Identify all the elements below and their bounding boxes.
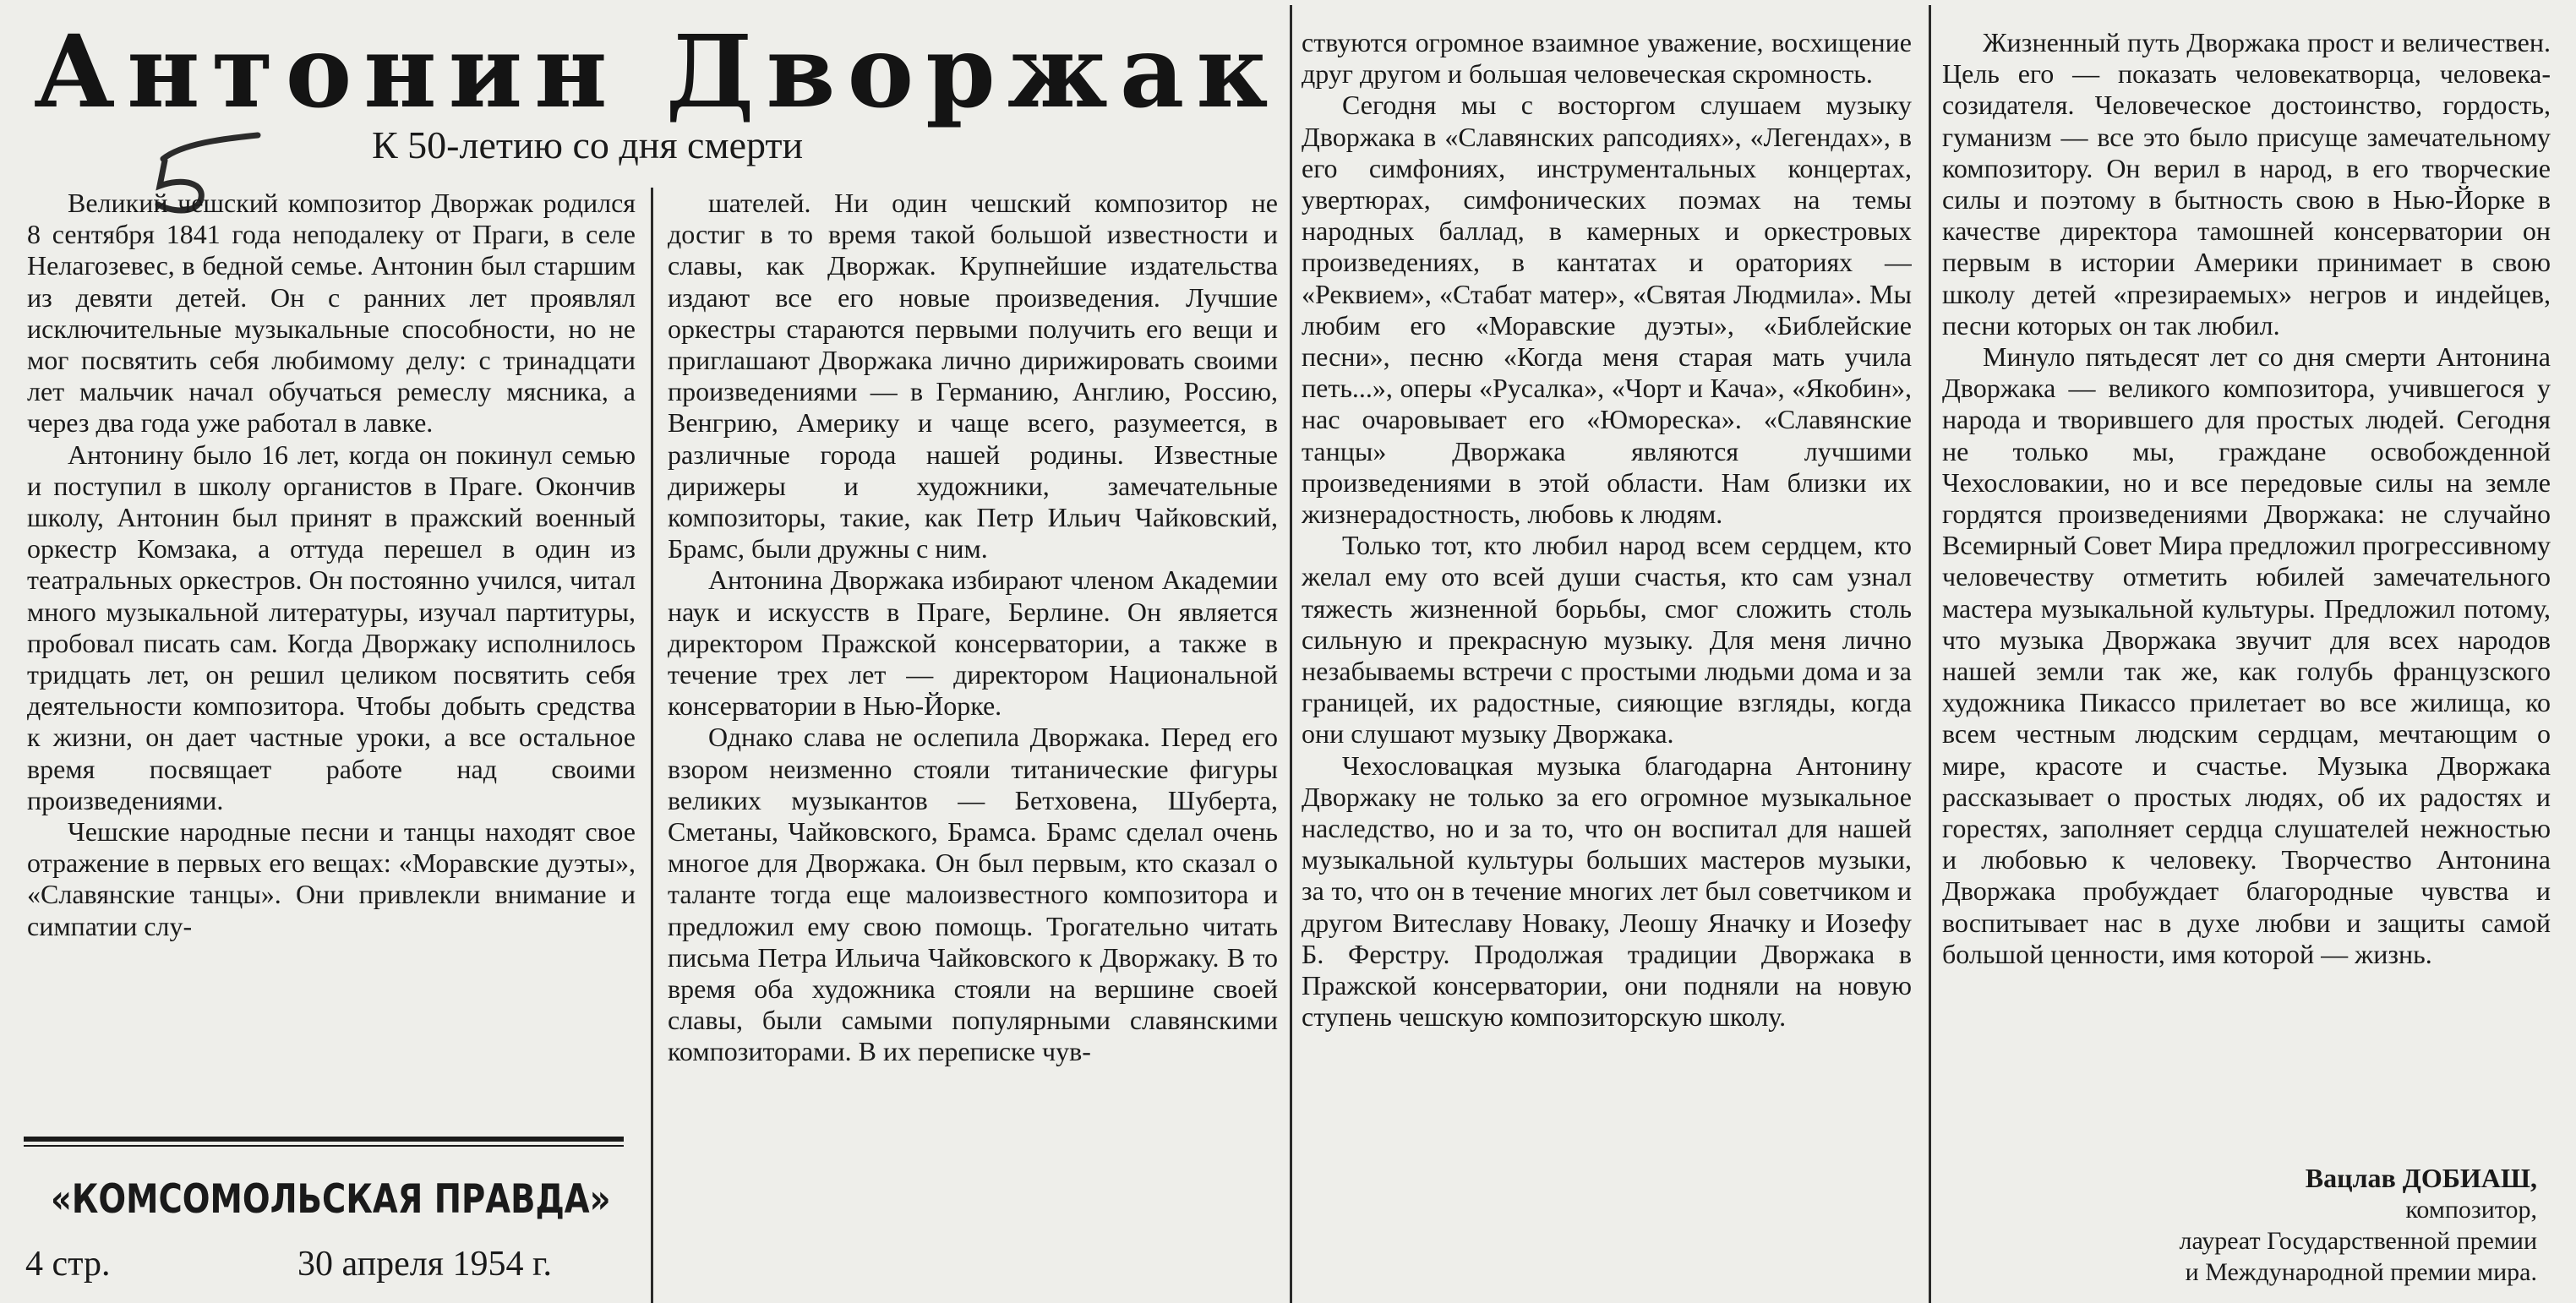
paragraph: Минуло пятьдесят лет со дня смерти Антонина Дворжака — великого композитора, учившегося у народа и творившего для простых людей. Сегодня не только мы, граждане освобожденной Чехословакии, но и все передовые силы на земле гордятся произведениями Дворжака: не случайно Всемирный Совет Мира предложил прогрессивному человечеству отметить юбилей замечательного мастера музыкальной культуры. Предложил потому, что музыка Дворжака звучит для всех народов нашей земли так же, как голубь французского художника Пикассо прилетает во все жилища, ко всем честным людским сердцам, мечтающим о мире, красоте и счастье. Музыка Дворжака рассказывает о простых людях, об их радостях и горестях, заполняет сердца слушателей нежностью и любовью к человеку. Творчество Антонина Дворжака пробуждает благородные чувства и воспитывает нас в духе любви и защиты самой большой ценности, имя которой — жизнь. xyxy=(1942,341,2551,969)
paragraph: шателей. Ни один чешский композитор не достиг в то время такой большой известности и славы, как Дворжак. Крупнейшие издательства издают все его новые произведения. Лучшие оркестры стараются первыми получить его вещи и приглашают Дворжака лично дирижировать своими произведениями — в Германию, Англию, Россию, Венгрию, Америку и чаще всего, разумеется, в различные города нашей родины. Известные дирижеры и художники, замечательные композиторы, такие, как Петр Ильич Чайковский, Брамс, были дружны с ним. xyxy=(668,188,1278,564)
paragraph: Сегодня мы с восторгом слушаем музыку Дворжака в «Славянских рапсодиях», «Легендах», в его симфониях, инструментальных концертах, увертюрах, симфонических поэмах на темы народных баллад, в камерных и оркестровых произведениях, в кантатах и ораториях — «Реквием», «Стабат матер», «Святая Людмила». Мы любим его «Моравские дуэты», «Библейские песни», песню «Когда меня старая мать учила петь...», оперы «Русалка», «Чорт и Кача», «Якобин», нас очаровывает его «Юмореска». «Славянские танцы» Дворжака являются лучшими произведениями в этой области. Нам близки их жизнерадостность, любовь к людям. xyxy=(1302,90,1912,530)
page-number: 4 стр. xyxy=(25,1245,111,1284)
author-role: композитор, xyxy=(2405,1196,2537,1224)
author-signature xyxy=(2179,1163,2537,1288)
masthead-rule xyxy=(24,1145,624,1147)
column-rule xyxy=(1290,5,1292,1303)
subheadline: К 50-летию со дня смерти xyxy=(372,123,804,166)
paragraph: Только тот, кто любил народ всем сердцем, кто желал ему ото всей души счастья, кто сам узнал тяжесть жизненной борьбы, смог сложить столь сильную и прекрасную музыку. Для меня лично незабываемы встречи с простыми людьми дома и за границей, их радостные, сияющие взгляды, когда они слушают музыку Дворжака. xyxy=(1302,530,1912,750)
issue-date: 30 апреля 1954 г. xyxy=(297,1245,552,1284)
headline: Антонин Дворжак xyxy=(34,13,1280,130)
author-name: Вацлав ДОБИАШ, xyxy=(2305,1163,2537,1193)
paragraph: Однако слава не ослепила Дворжака. Перед его взором неизменно стояли титанические фигуры великих музыкантов — Бетховена, Шуберта, Сметаны, Чайковского, Брамса. Брамс сделал очень многое для Дворжака. Он был первым, кто сказал о таланте тогда еще малоизвестного композитора и предложил ему свою помощь. Трогательно читать письма Петра Ильича Чайковского к Дворжаку. В то время оба художника стояли на вершине своей славы, были самыми популярными славянскими композиторами. В их переписке чув- xyxy=(668,722,1278,1067)
newspaper-name: «КОМСОМОЛЬСКАЯ ПРАВДА» xyxy=(51,1176,611,1223)
article-column-1 xyxy=(27,188,636,1109)
paragraph: Великий чешский композитор Дворжак родился 8 сентября 1841 года неподалеку от Праги, в селе Нелагозевес, в бедной семье. Антонин был старшим из девяти детей. Он с ранних лет проявлял исключительные музыкальные способности, но не мог посвятить себя любимому делу: с тринадцати лет мальчик начал обучаться ремеслу мясника, а через два года уже работал в лавке. xyxy=(27,188,636,439)
paragraph: Чехословацкая музыка благодарна Антонину Дворжаку не только за его огромное музыкальное наследство, но и за то, что он воспитал для нашей музыкальной культуры больших мастеров музыки, за то, что он в течение многих лет был советчиком и другом Витеславу Новаку, Леошу Яначку и Иозефу Б. Ферстру. Продолжая традиции Дворжака в Пражской консерватории, они подняли на новую ступень чешскую композиторскую школу. xyxy=(1302,750,1912,1033)
author-award: и Международной премии мира. xyxy=(2185,1258,2537,1286)
column-rule xyxy=(651,188,653,1303)
paragraph: Антонина Дворжака избирают членом Академии наук и искусств в Праге, Берлине. Он является директором Пражской консерватории, а также в течение трех лет — директором Национальной консерватории в Нью-Йорке. xyxy=(668,564,1278,722)
article-column-4 xyxy=(1942,27,2551,1159)
paragraph: Антонину было 16 лет, когда он покинул семью и поступил в школу органистов в Праге. Окончив школу, Антонин был принят в пражский военный оркестр Комзака, а оттуда перешел в один из театральных оркестров. Он постоянно учился, читал много музыкальной литературы, изучал партитуры, пробовал писать сам. Когда Дворжаку исполнилось тридцать лет, он решил целиком посвятить себя деятельности композитора. Чтобы добыть средства к жизни, он дает частные уроки, а все остальное время посвящает работе над своими произведениями. xyxy=(27,439,636,815)
paragraph: ствуются огромное взаимное уважение, восхищение друг другом и большая человеческая скромность. xyxy=(1302,27,1912,90)
article-column-3 xyxy=(1302,27,1912,1301)
author-award: лауреат Государственной премии xyxy=(2179,1227,2537,1255)
masthead-rule xyxy=(24,1137,624,1142)
paragraph: Чешские народные песни и танцы находят свое отражение в первых его вещах: «Моравские дуэты», «Славянские танцы». Они привлекли внимание и симпатии слу- xyxy=(27,816,636,941)
article-column-2 xyxy=(668,188,1278,1301)
paragraph: Жизненный путь Дворжака прост и величествен. Цель его — показать человекатворца, человека-созидателя. Человеческое достоинство, гордость, гуманизм — все это было присуще замечательному композитору. Он верил в народ, в его творческие силы и поэтому в бытность свою в Нью-Йорке в качестве директора тамошней консерватории он первым в истории Америки принимает в свою школу детей «презираемых» негров и индейцев, песни которых он так любил. xyxy=(1942,27,2551,341)
column-rule xyxy=(1929,5,1931,1303)
